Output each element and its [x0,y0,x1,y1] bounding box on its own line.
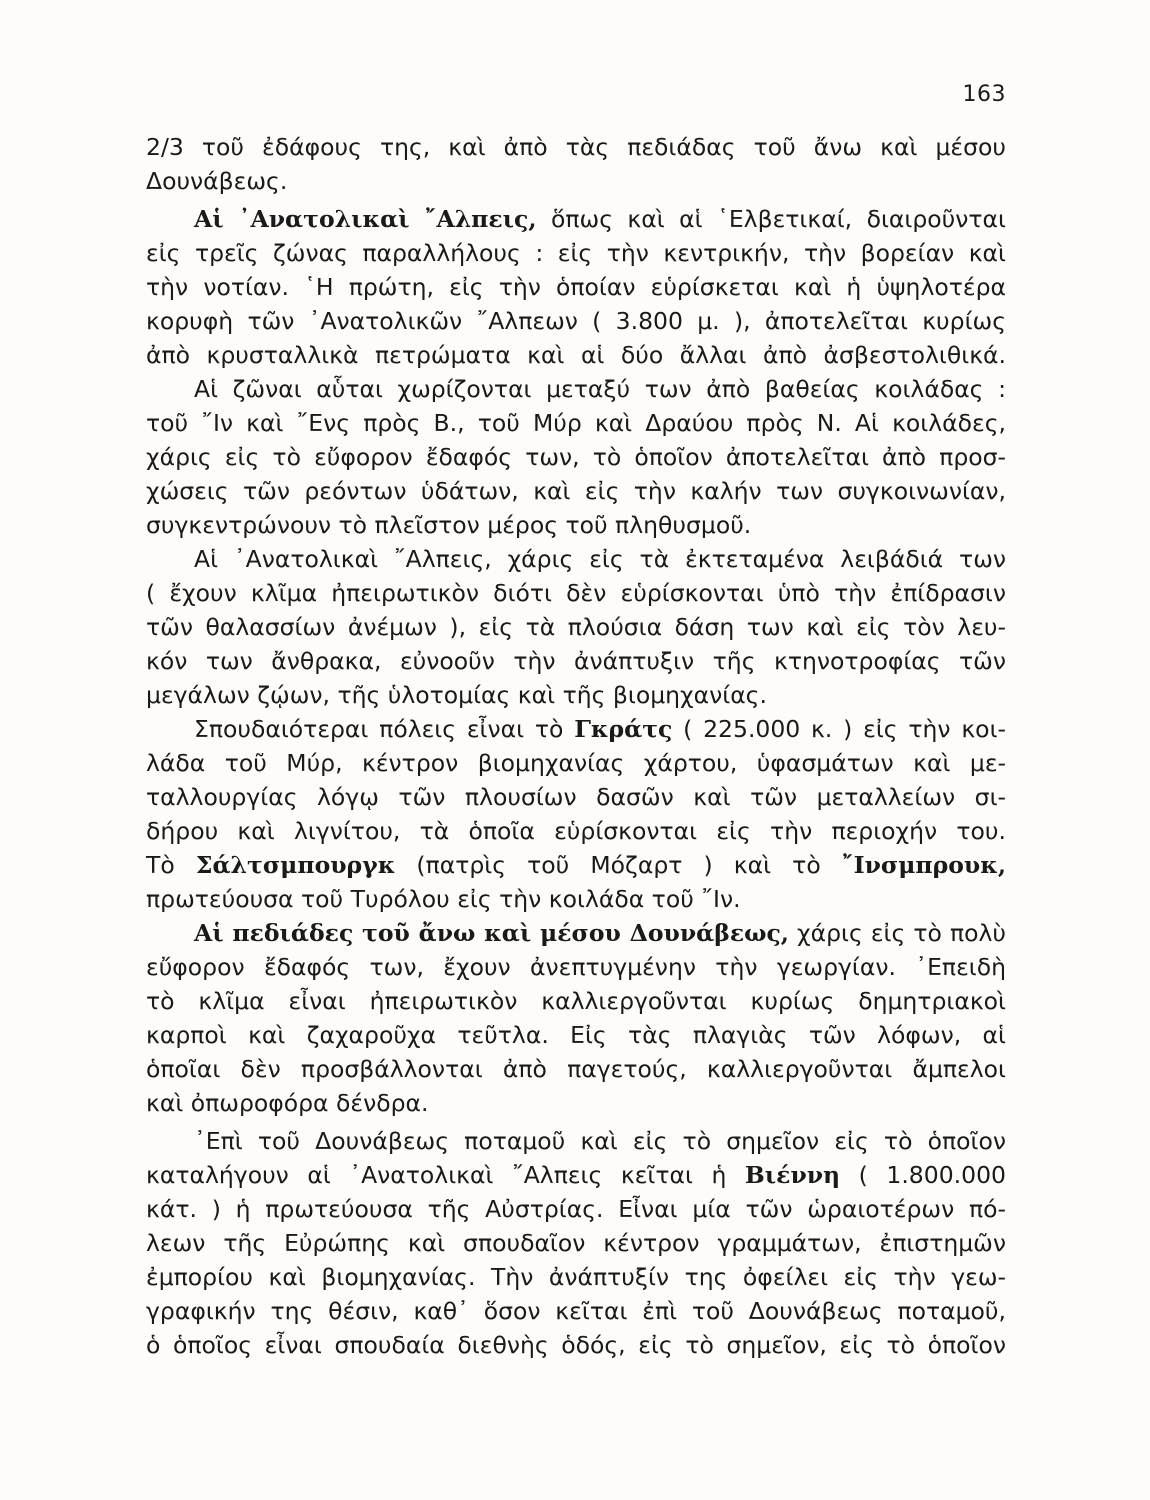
text-line: δήρου καὶ λιγνίτου, τὰ ὁποῖα εὑρίσκονται εἰς τὴν περιοχήν του. [146,817,1006,845]
text-line: πρωτεύουσα τοῦ Τυρόλου εἰς τὴν κοιλάδα τοῦ ῎Ιν. [146,885,741,913]
text-line: τῶν θαλασσίων ἀνέμων ), εἰς τὰ πλούσια δάση των καὶ εἰς τὸν λευ- [146,613,1006,641]
text-line: 2/3 τοῦ ἐδάφους της, καὶ ἀπὸ τὰς πεδιάδας τοῦ ἄνω καὶ μέσου [146,133,1006,161]
text-line: χάρις εἰς τὸ εὔφορον ἔδαφός των, τὸ ὁποῖον ἀποτελεῖται ἀπὸ προσ- [146,443,1006,471]
text-line: τοῦ ῎Ιν καὶ ῎Ενς πρὸς Β., τοῦ Μύρ καὶ Δραύου πρὸς Ν. Αἱ κοιλάδες, [146,409,1006,437]
paragraph [146,712,1006,916]
text-line: ἐμπορίου καὶ βιομηχανίας. Τὴν ἀνάπτυξίν της ὀφείλει εἰς τὴν γεω- [146,1263,1006,1291]
bold-term: Αἱ πεδιάδες τοῦ ἄνω καὶ μέσου Δουνάβεως, [194,919,789,947]
text-line: Αἱ ᾿Ανατολικαὶ ῎Αλπεις, χάρις εἰς τὰ ἐκτεταμένα λειβάδιά των [194,545,1006,573]
text-line: τὸ κλῖμα εἶναι ἠπειρωτικὸν καλλιεργοῦνται κυρίως δημητριακοὶ [146,987,1006,1015]
text-line: καρποὶ καὶ ζαχαροῦχα τεῦτλα. Εἰς τὰς πλαγιὰς τῶν λόφων, αἱ [146,1021,1006,1049]
paragraph [146,1124,1006,1362]
text-line: Δουνάβεως. [146,167,288,195]
bold-term: Γκράτς [574,715,673,743]
text-line: καὶ ὀπωροφόρα δένδρα. [146,1089,429,1117]
text-line: Αἱ ζῶναι αὗται χωρίζονται μεταξύ των ἀπὸ βαθείας κοιλάδας : [194,375,1006,403]
text-line: λεων τῆς Εὐρώπης καὶ σπουδαῖον κέντρον γραμμάτων, ἐπιστημῶν [146,1229,1006,1257]
text-line: λάδα τοῦ Μύρ, κέντρον βιομηχανίας χάρτου, ὑφασμάτων καὶ με- [146,749,1006,777]
text-line: συγκεντρώνουν τὸ πλεῖστον μέρος τοῦ πληθυσμοῦ. [146,511,752,539]
bold-term: ῎Ινσμπρουκ, [841,851,1007,879]
text-line: Σπουδαιότεραι πόλεις εἶναι τὸ Γκράτς ( 225.000 κ. ) εἰς τὴν κοι- [194,715,1006,743]
text-line: εὔφορον ἔδαφός των, ἔχουν ἀνεπτυγμένην τὴν γεωργίαν. ᾿Επειδὴ [146,953,1006,981]
text-line: γραφικήν της θέσιν, καθ᾿ ὅσον κεῖται ἐπὶ τοῦ Δουνάβεως ποταμοῦ, [146,1297,1006,1325]
paragraph [146,916,1006,1120]
text-line: ὁ ὁποῖος εἶναι σπουδαία διεθνὴς ὁδός, εἰς τὸ σημεῖον, εἰς τὸ ὁποῖον [146,1331,1006,1359]
text-line: καταλήγουν αἱ ᾿Ανατολικαὶ ῎Αλπεις κεῖται ἡ Βιέννη ( 1.800.000 [146,1161,1006,1189]
bold-term: Σάλτσμπουργκ [195,851,396,879]
text-line: ὁποῖαι δὲν προσβάλλονται ἀπὸ παγετούς, καλλιεργοῦνται ἄμπελοι [146,1055,1006,1083]
text-line: εἰς τρεῖς ζώνας παραλλήλους : εἰς τὴν κεντρικήν, τὴν βορείαν καὶ [146,239,1006,267]
body-text [146,130,1006,1362]
bold-term: Βιέννη [744,1161,841,1189]
text-line: ταλλουργίας λόγῳ τῶν πλουσίων δασῶν καὶ τῶν μεταλλείων σι- [146,783,1006,811]
page-number: 163 [962,82,1006,107]
paragraph [146,542,1006,712]
text-line: κορυφὴ τῶν ᾿Ανατολικῶν ῎Αλπεων ( 3.800 μ. ), ἀποτελεῖται κυρίως [146,307,1006,335]
text-line: Αἱ ᾿Ανατολικαὶ ῎Αλπεις, ὅπως καὶ αἱ ῾Ελβετικαί, διαιροῦνται [194,205,1006,233]
bold-term: Αἱ ᾿Ανατολικαὶ ῎Αλπεις, [194,205,537,233]
text-line: κόν των ἄνθρακα, εὐνοοῦν τὴν ἀνάπτυξιν τῆς κτηνοτροφίας τῶν [146,647,1006,675]
paragraph [146,130,1006,198]
text-line: Αἱ πεδιάδες τοῦ ἄνω καὶ μέσου Δουνάβεως, χάρις εἰς τὸ πολὺ [194,919,1006,947]
text-line: χώσεις τῶν ρεόντων ὑδάτων, καὶ εἰς τὴν καλήν των συγκοινωνίαν, [146,477,1006,505]
text-line: κάτ. ) ἡ πρωτεύουσα τῆς Αὐστρίας. Εἶναι μία τῶν ὡραιοτέρων πό- [146,1195,1006,1223]
text-line: μεγάλων ζῴων, τῆς ὑλοτομίας καὶ τῆς βιομηχανίας. [146,681,767,709]
text-line: τὴν νοτίαν. ῾Η πρώτη, εἰς τὴν ὁποίαν εὑρίσκεται καὶ ἡ ὑψηλοτέρα [146,273,1006,301]
text-line: Τὸ Σάλτσμπουργκ (πατρὶς τοῦ Μόζαρτ ) καὶ τὸ ῎Ινσμπρουκ, [146,851,1007,879]
paragraph [146,202,1006,372]
text-line: ( ἔχουν κλῖμα ἠπειρωτικὸν διότι δὲν εὑρίσκονται ὑπὸ τὴν ἐπίδρασιν [146,579,1006,607]
text-line: ἀπὸ κρυσταλλικὰ πετρώματα καὶ αἱ δύο ἄλλαι ἀπὸ ἀσβεστολιθικά. [146,341,1006,369]
text-line: ᾿Επὶ τοῦ Δουνάβεως ποταμοῦ καὶ εἰς τὸ σημεῖον εἰς τὸ ὁποῖον [194,1127,1006,1155]
paragraph [146,372,1006,542]
